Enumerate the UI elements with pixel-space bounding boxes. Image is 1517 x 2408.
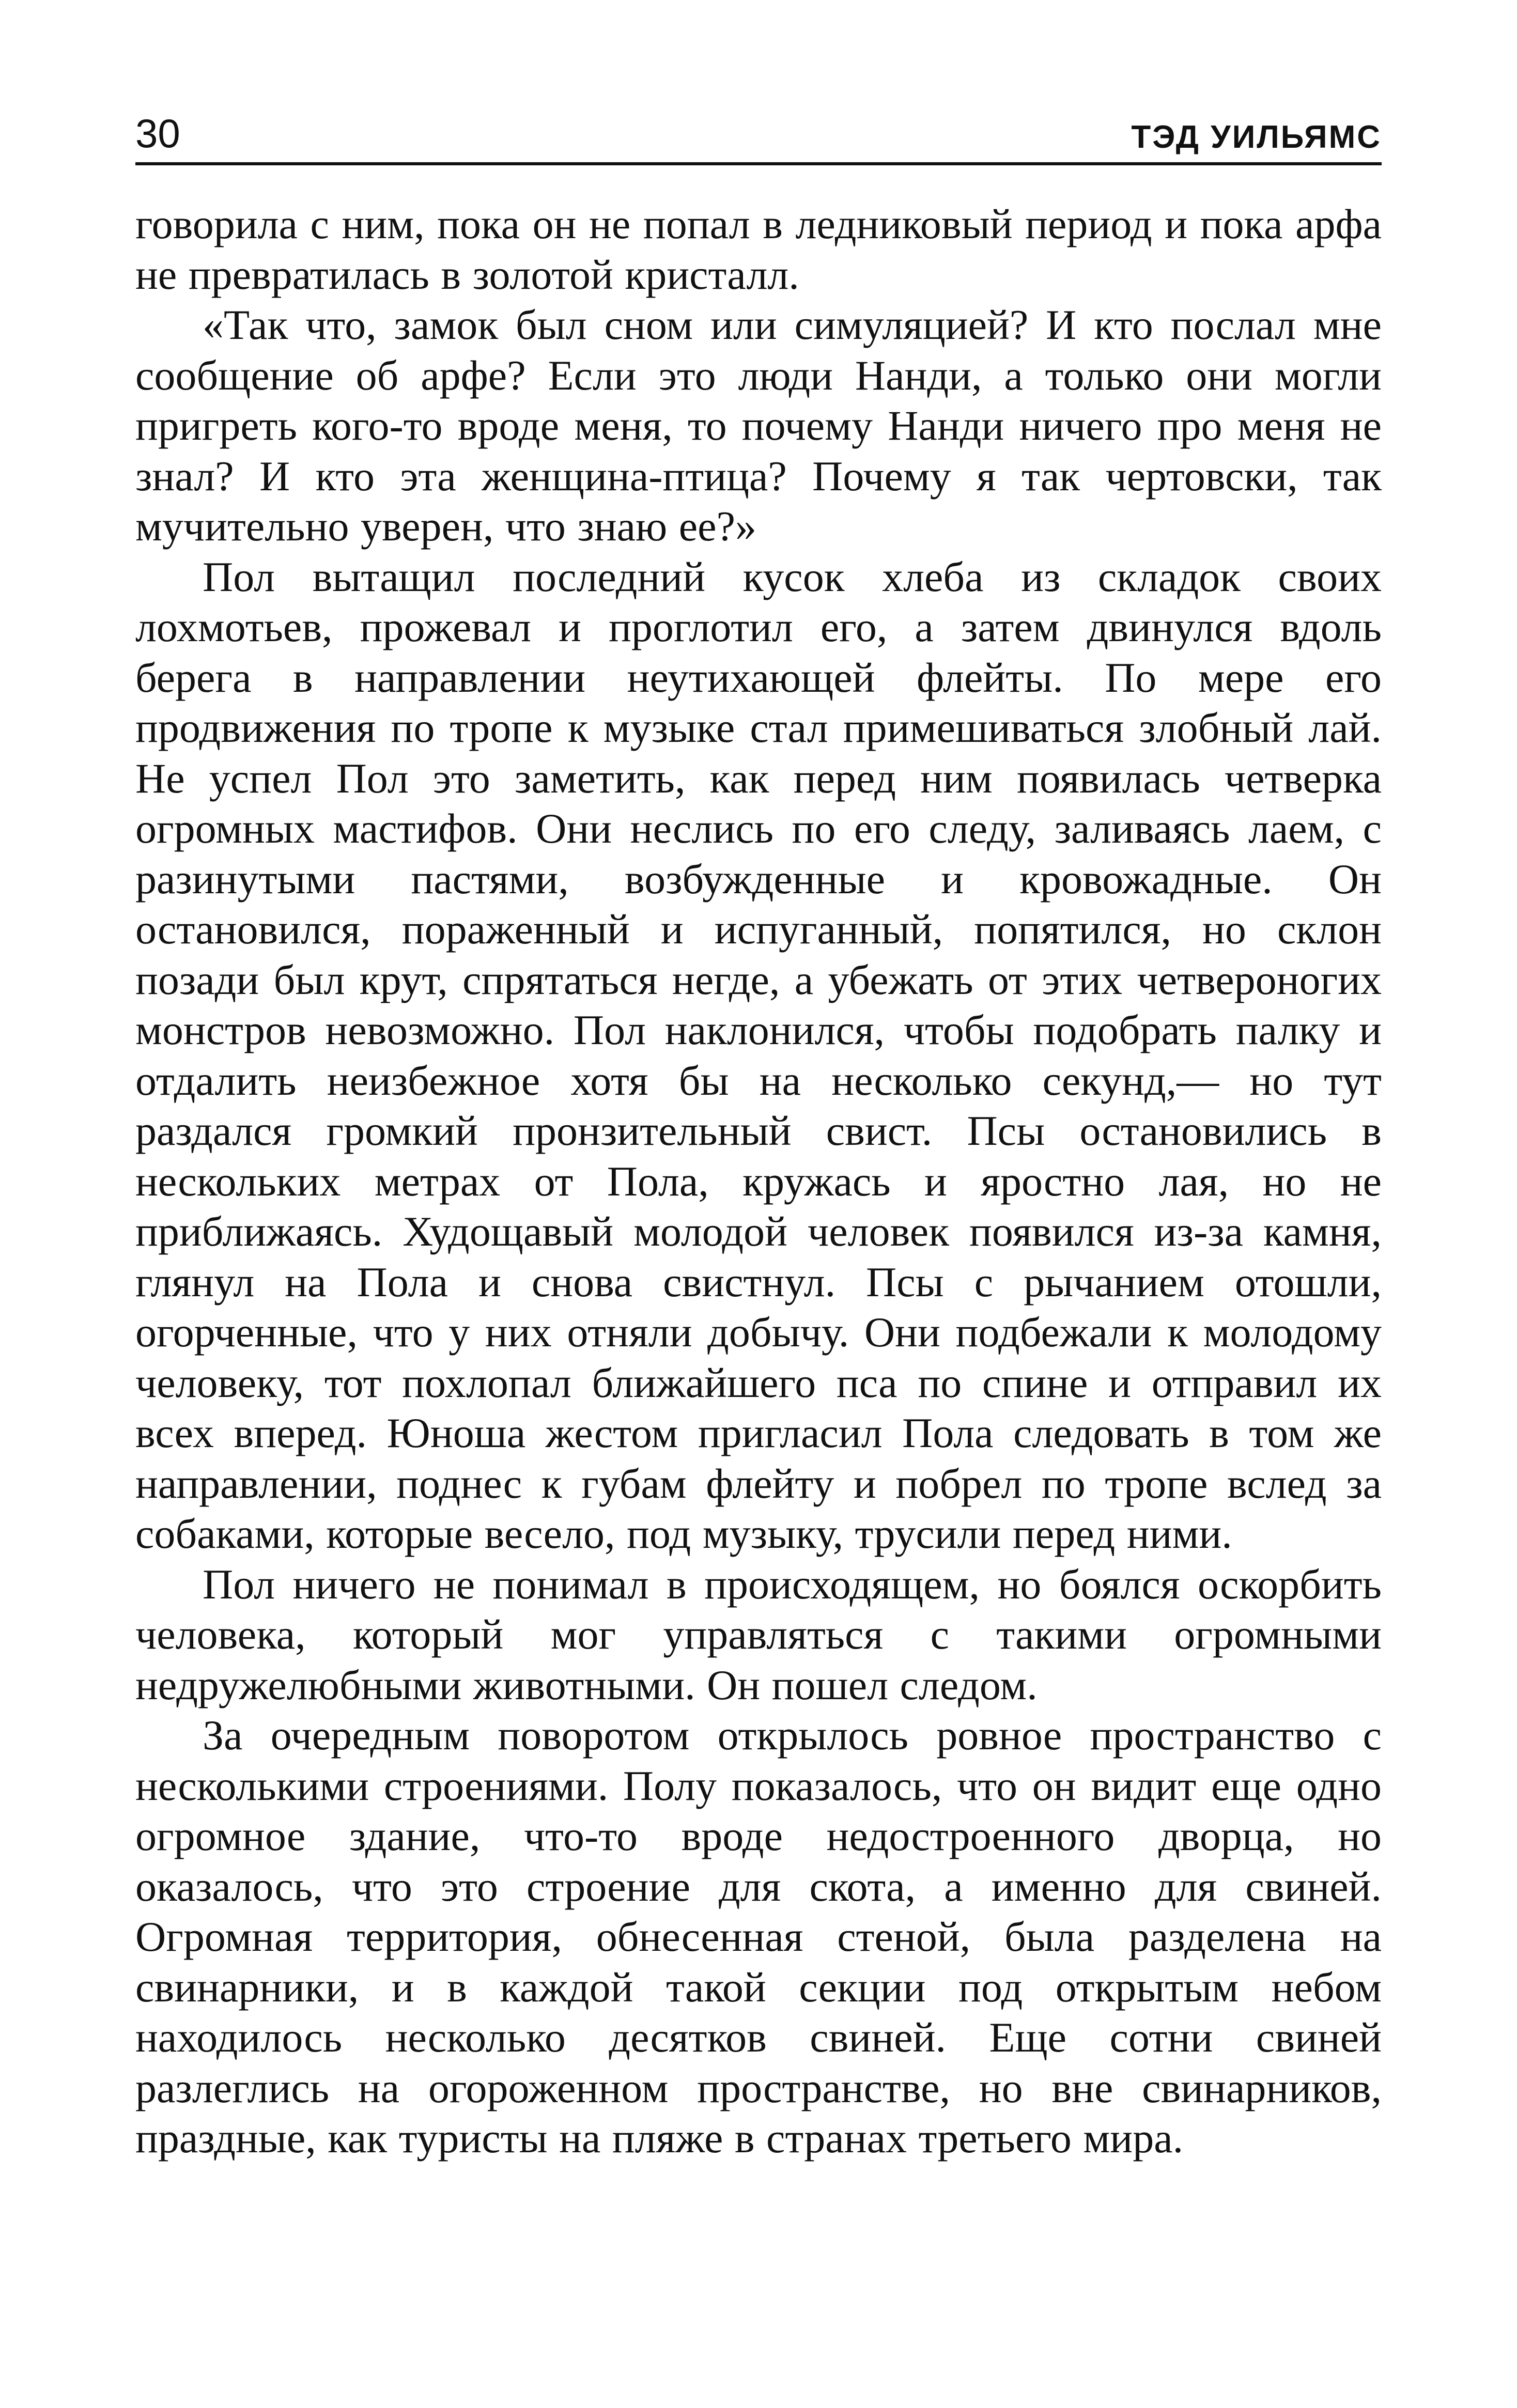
page-number: 30 — [135, 111, 180, 156]
running-head — [135, 101, 1382, 163]
paragraph-mastiffs: Пол вытащил последний кусок хлеба из складок своих лохмотьев, прожевал и проглотил его, а затем двинулся вдоль берега в направлении неутихающей флейты. По мере его продвижения по тропе к музыке стал примешиваться злобный лай. Не успел Пол это заметить, как перед ним появилась четверка огромных мастифов. Они неслись по его следу, заливаясь лаем, с разинутыми пастями, возбужденные и кровожадные. Он остановился, пораженный и испуганный, попятился, но склон позади был крут, спрятаться негде, а убежать от этих четвероногих монстров невозможно. Пол наклонился, чтобы подобрать палку и отдалить неизбежное хотя бы на несколько секунд,— но тут раздался громкий пронзительный свист. Псы остановились в нескольких метрах от Пола, кружась и яростно лая, но не приближаясь. Худощавый молодой человек появился из-за камня, глянул на Пола и снова свистнул. Псы с рычанием отошли, огорченные, что у них отняли добычу. Они подбежали к молодому человеку, тот похлопал ближайшего пса по спине и отправил их всех вперед. Юноша жестом пригласил Пола следовать в том же направлении, поднес к губам флейту и побрел по тропе вслед за собаками, которые весело, под музыку, трусили перед ними. — [135, 553, 1382, 1557]
paragraph-continued: говорила с ним, пока он не попал в ледниковый период и пока арфа не превратилась в золотой кристалл. — [135, 200, 1382, 298]
book-page — [135, 0, 1382, 2408]
running-title: ТЭД УИЛЬЯМС — [1131, 119, 1382, 155]
body-text — [135, 199, 1382, 2164]
header-rule — [135, 162, 1382, 165]
paragraph-inner-monologue: «Так что, замок был сном или симуляцией? И кто послал мне сообщение об арфе? Если это люди Нанди, а только они могли пригреть кого-то вроде меня, то почему Нанди ничего про меня не знал? И кто эта женщина-птица? Почему я так чертовски, так мучительно уверен, что знаю ее?» — [135, 301, 1382, 550]
paragraph-pig-farm: За очередным поворотом открылось ровное пространство с несколькими строениями. Полу показалось, что он видит еще одно огромное здание, что-то вроде недостроенного дворца, но оказалось, что это строение для скота, а именно для свиней. Огромная территория, обнесенная стеной, была разделена на свинарники, и в каждой такой секции под открытым небом находилось несколько десятков свиней. Еще сотни свиней разлеглись на огороженном пространстве, но вне свинарников, праздные, как туристы на пляже в странах третьего мира. — [135, 1712, 1382, 2162]
paragraph-follows: Пол ничего не понимал в происходящем, но боялся оскорбить человека, который мог управляться с такими огромными недружелюбными животными. Он пошел следом. — [135, 1560, 1382, 1708]
